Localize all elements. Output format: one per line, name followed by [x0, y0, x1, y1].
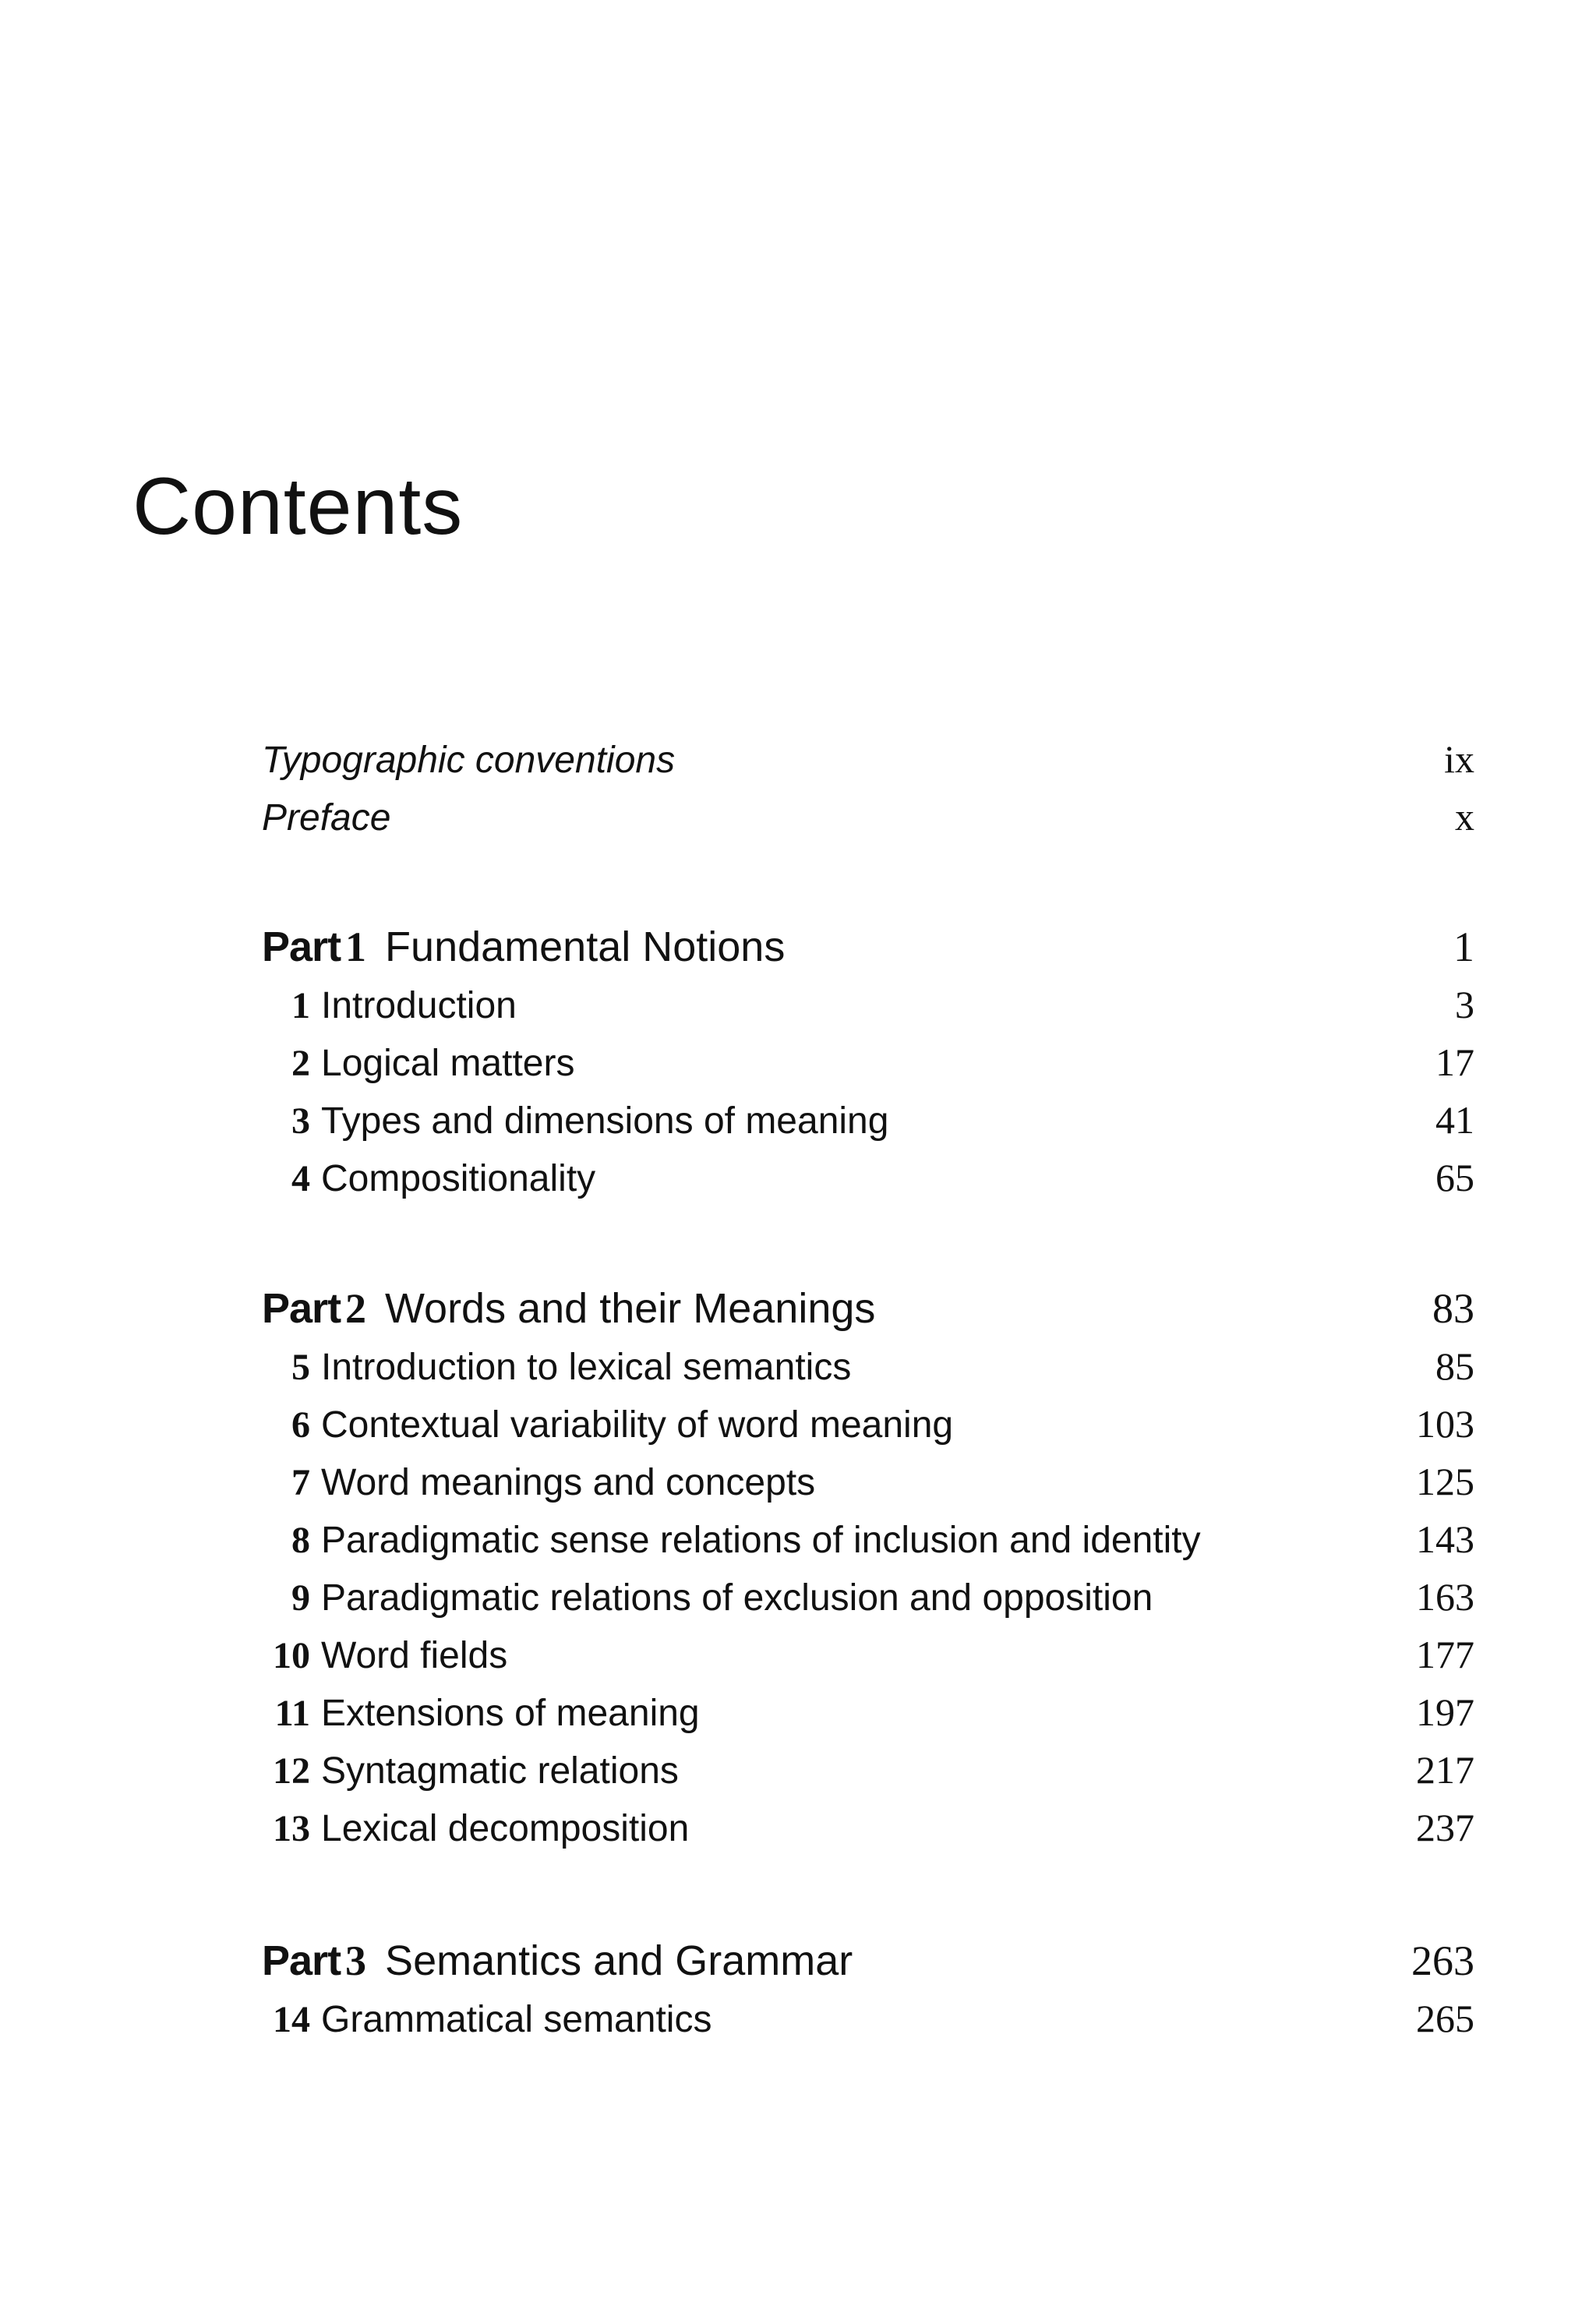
chapter-title: Introduction — [321, 985, 517, 1026]
chapter-title: Syntagmatic relations — [321, 1750, 679, 1792]
chapter-entry[interactable] — [262, 1568, 1474, 1626]
chapter-entry[interactable] — [262, 1395, 1474, 1453]
chapter-page: 237 — [1416, 1806, 1474, 1849]
part-page: 1 — [1453, 923, 1474, 970]
chapter-entry[interactable] — [262, 1683, 1474, 1741]
toc-entry-typographic-conventions[interactable] — [262, 730, 1474, 788]
toc-entry-preface[interactable] — [262, 788, 1474, 846]
chapter-entry[interactable] — [262, 1990, 1474, 2047]
chapter-page: 17 — [1435, 1040, 1474, 1084]
chapter-entry[interactable] — [262, 1337, 1474, 1395]
part-title: Semantics and Grammar — [385, 1937, 853, 1984]
chapter-page: 217 — [1416, 1748, 1474, 1792]
chapter-entry[interactable] — [262, 1033, 1474, 1091]
part-title: Words and their Meanings — [385, 1285, 876, 1332]
chapter-entry[interactable] — [262, 1149, 1474, 1206]
chapter-entry[interactable] — [262, 976, 1474, 1033]
chapter-title: Extensions of meaning — [321, 1693, 700, 1734]
chapter-title: Grammatical semantics — [321, 1999, 712, 2040]
chapter-number: 11 — [274, 1693, 310, 1734]
chapter-number: 9 — [291, 1577, 310, 1619]
part-2-section — [262, 1280, 1474, 1856]
page-title: Contents — [132, 461, 464, 552]
part-1-section — [262, 918, 1474, 1206]
part-page: 83 — [1432, 1285, 1474, 1332]
chapter-title: Word meanings and concepts — [321, 1462, 816, 1503]
chapter-title: Lexical decomposition — [321, 1808, 690, 1849]
chapter-title: Paradigmatic sense relations of inclusion and identity — [321, 1520, 1201, 1561]
entry-page: ix — [1444, 737, 1474, 781]
front-matter-list — [262, 730, 1474, 846]
chapter-title: Introduction to lexical semantics — [321, 1347, 852, 1388]
chapter-title: Logical matters — [321, 1043, 575, 1084]
part-number: 1 — [345, 923, 367, 970]
chapter-number: 4 — [291, 1158, 310, 1199]
part-heading[interactable] — [262, 1280, 1474, 1337]
chapter-page: 265 — [1416, 1997, 1474, 2040]
entry-label: Typographic conventions — [262, 740, 676, 781]
chapter-title: Contextual variability of word meaning — [321, 1404, 954, 1446]
part-number: 3 — [345, 1937, 367, 1984]
chapter-number: 6 — [291, 1404, 310, 1446]
chapter-page: 177 — [1416, 1633, 1474, 1676]
part-heading[interactable] — [262, 1932, 1474, 1990]
chapter-entry[interactable] — [262, 1091, 1474, 1149]
chapter-number: 13 — [273, 1808, 310, 1849]
entry-label: Preface — [262, 797, 391, 839]
part-title: Fundamental Notions — [385, 923, 786, 970]
chapter-entry[interactable] — [262, 1799, 1474, 1856]
chapter-title: Types and dimensions of meaning — [321, 1100, 889, 1142]
chapter-title: Paradigmatic relations of exclusion and opposition — [321, 1577, 1153, 1619]
part-word: Part — [262, 923, 341, 970]
chapter-page: 3 — [1455, 983, 1474, 1026]
chapter-entry[interactable] — [262, 1510, 1474, 1568]
entry-page: x — [1455, 795, 1474, 839]
chapter-page: 103 — [1416, 1402, 1474, 1446]
part-word: Part — [262, 1285, 341, 1332]
chapter-number: 12 — [273, 1750, 310, 1792]
chapter-number: 7 — [291, 1462, 310, 1503]
chapter-page: 125 — [1416, 1460, 1474, 1503]
chapter-number: 14 — [273, 1999, 310, 2040]
part-heading[interactable] — [262, 918, 1474, 976]
chapter-number: 1 — [291, 985, 310, 1026]
part-3-section — [262, 1932, 1474, 2047]
chapter-entry[interactable] — [262, 1741, 1474, 1799]
part-word: Part — [262, 1937, 341, 1984]
chapter-page: 65 — [1435, 1156, 1474, 1199]
chapter-number: 8 — [291, 1520, 310, 1561]
chapter-page: 41 — [1435, 1098, 1474, 1142]
chapter-page: 143 — [1416, 1517, 1474, 1561]
chapter-title: Compositionality — [321, 1158, 596, 1199]
chapter-page: 163 — [1416, 1575, 1474, 1619]
part-page: 263 — [1411, 1937, 1474, 1984]
chapter-page: 85 — [1435, 1344, 1474, 1388]
chapter-number: 5 — [291, 1347, 310, 1388]
chapter-number: 3 — [291, 1100, 310, 1142]
chapter-entry[interactable] — [262, 1626, 1474, 1683]
chapter-page: 197 — [1416, 1690, 1474, 1734]
chapter-title: Word fields — [321, 1635, 508, 1676]
chapter-number: 2 — [291, 1043, 310, 1084]
chapter-entry[interactable] — [262, 1453, 1474, 1510]
chapter-number: 10 — [273, 1635, 310, 1676]
part-number: 2 — [345, 1285, 367, 1332]
